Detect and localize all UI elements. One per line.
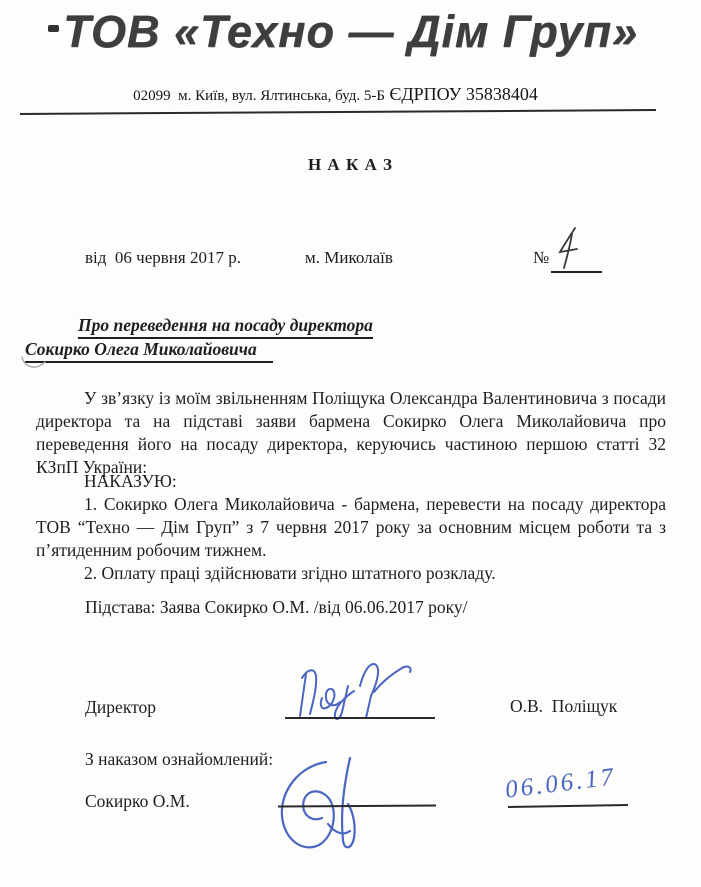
preamble-paragraph: У зв’язку із моїм звільненням Поліщука Олександра Валентиновича з посади директора та на підставі заяви бармена Сокирко Олега Миколайовича про переведення його на посаду директора, керуючись частиною першою статті 32 КЗпП України: xyxy=(36,388,666,477)
order-date: від 06 червня 2017 р. xyxy=(85,248,241,267)
order-resolution xyxy=(36,470,666,585)
subject-line-1: Про переведення на посаду директора xyxy=(78,315,373,339)
director-name: О.В. Поліщук xyxy=(510,696,618,716)
company-address: 02099 м. Київ, вул. Ялтинська, буд. 5-Б xyxy=(133,88,385,104)
acknowledged-name: Сокирко О.М. xyxy=(85,791,190,811)
order-number-label: № xyxy=(533,248,550,267)
company-name: ТОВ «Техно — Дім Груп» xyxy=(63,6,638,57)
order-preamble xyxy=(36,387,666,479)
order-place: м. Миколаїв xyxy=(305,248,393,267)
acknowledged-label: З наказом ознайомлений: xyxy=(85,749,274,769)
order-basis: Підстава: Заява Сокирко О.М. /від 06.06.2017 року/ xyxy=(85,597,468,617)
order-item-1: 1. Сокирко Олега Миколайовича - бармена, перевести на посаду директора ТОВ “Техно — Дім Груп” з 7 червня 2017 року за основним місцем роботи та з п’ятиденним робочим тижнем. xyxy=(36,494,666,560)
resolve-heading: НАКАЗУЮ: xyxy=(84,471,177,491)
handwritten-number-icon xyxy=(554,224,584,272)
handwritten-date-line xyxy=(508,804,628,808)
order-item-2: 2. Оплату праці здійснювати згідно штатного розкладу. xyxy=(84,563,496,583)
director-signature-line xyxy=(285,717,435,719)
director-label: Директор xyxy=(85,697,157,717)
scan-artifact-arc xyxy=(20,353,48,373)
company-edrpou: ЄДРПОУ 35838404 xyxy=(384,84,538,104)
letterhead-divider xyxy=(20,109,656,115)
director-signature-icon xyxy=(288,650,448,725)
company-address-line xyxy=(0,84,671,105)
handwritten-date: 06.06.17 xyxy=(503,763,618,804)
order-title: Н А К А З xyxy=(307,155,394,174)
subject-line-2: Сокирко Олега Миколайовича xyxy=(25,339,273,363)
